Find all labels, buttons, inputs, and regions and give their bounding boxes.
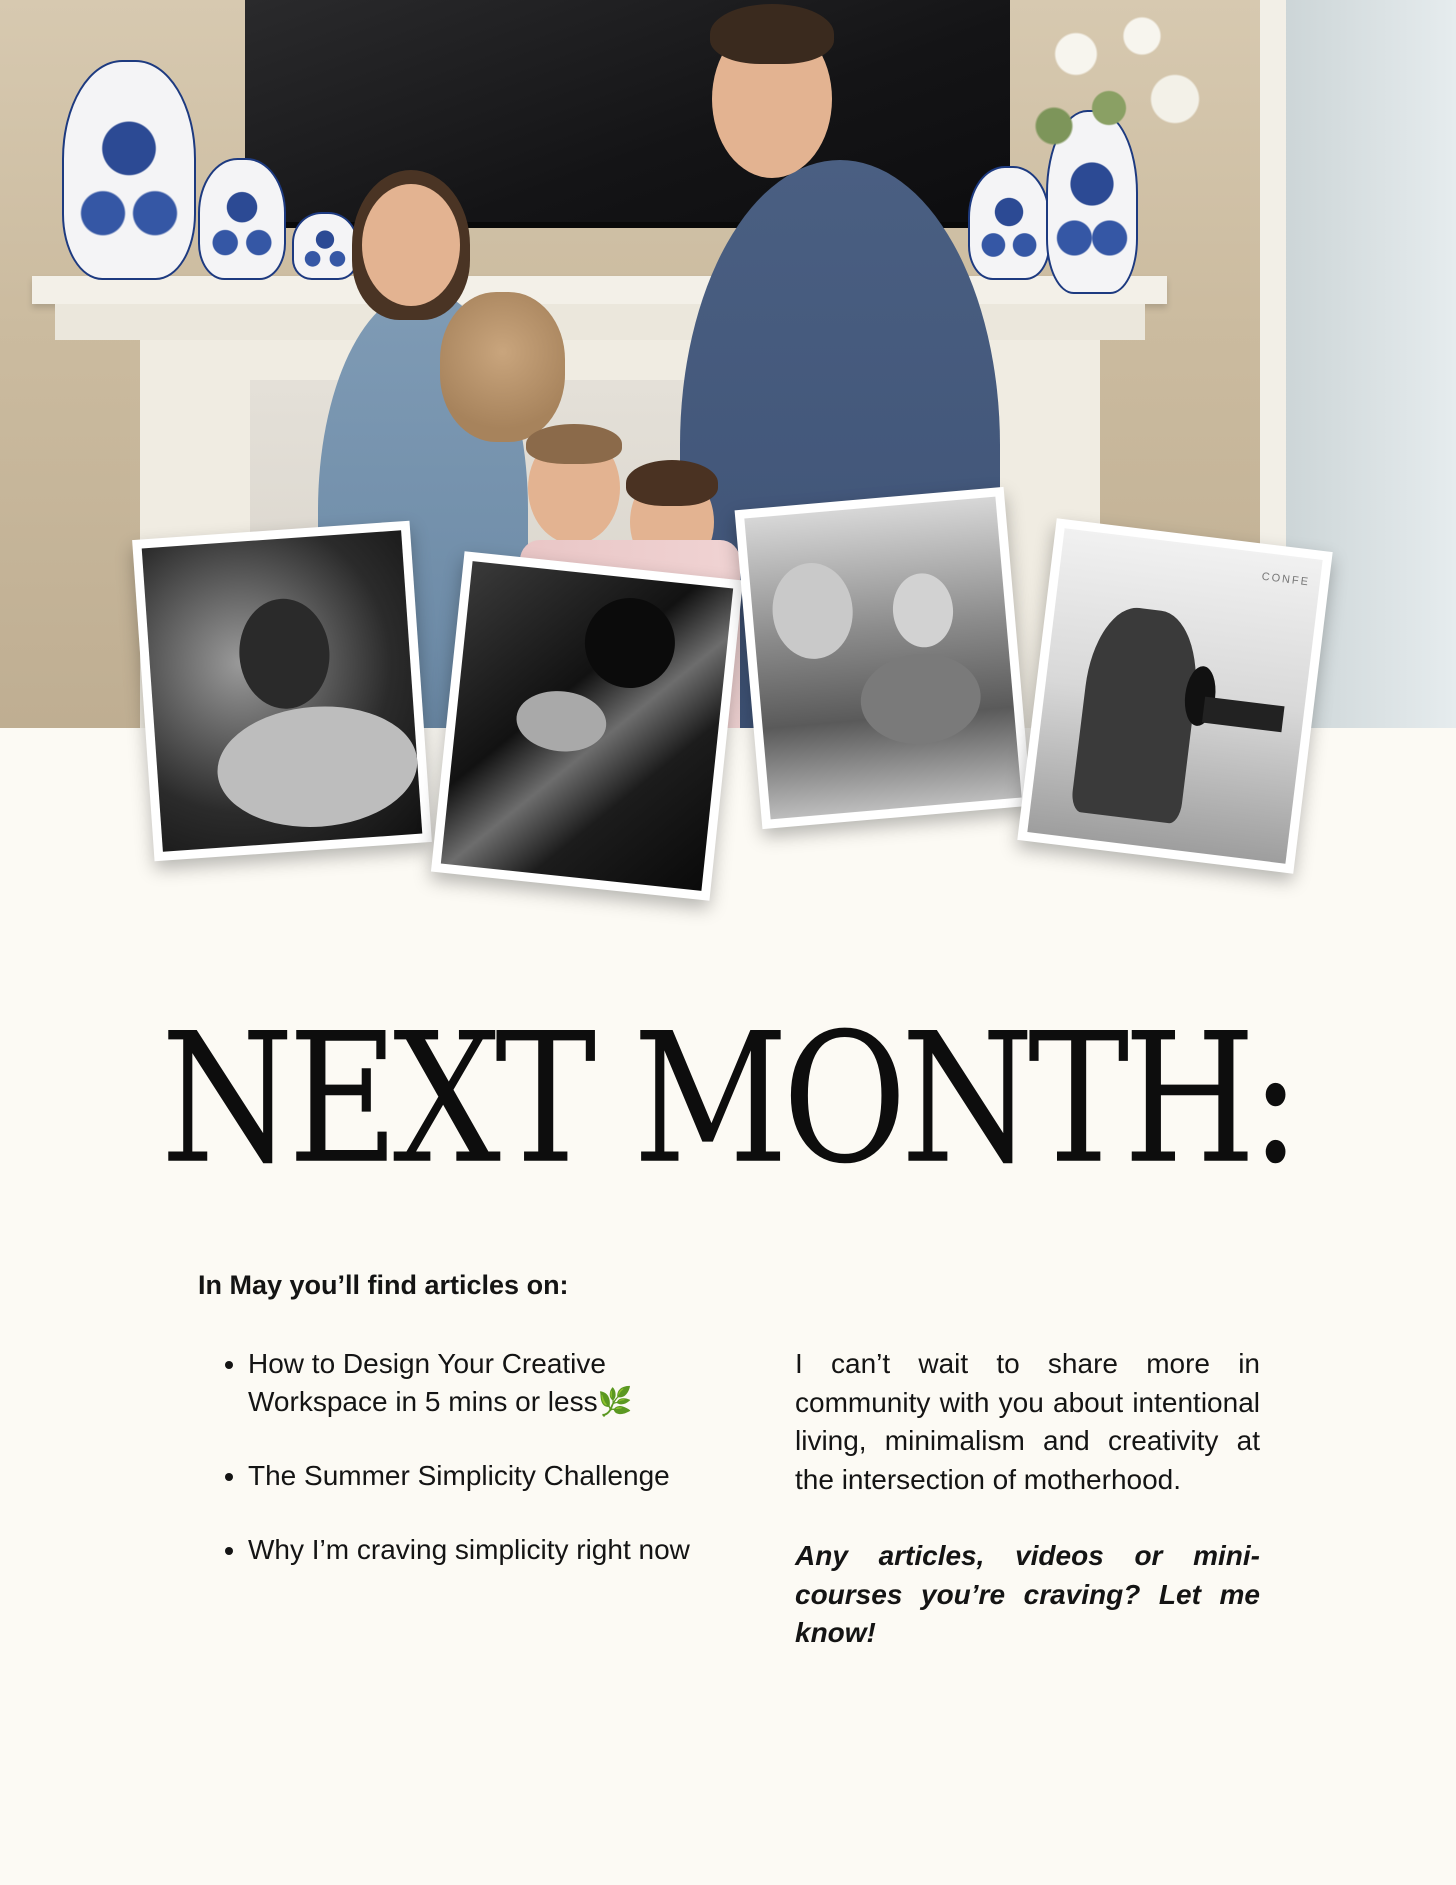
woman-podcaster-shape	[1070, 603, 1205, 825]
microphone-shape	[580, 594, 679, 693]
page-title: NEXT MONTH:	[160, 994, 1296, 1204]
woman-face	[362, 184, 460, 306]
girl-hair	[626, 460, 718, 506]
right-ginger-jar-vase	[968, 166, 1050, 280]
mixer-shape	[1202, 697, 1285, 733]
closing-message	[795, 1345, 1260, 1691]
boy-hair	[526, 424, 622, 464]
family-selfie-photo	[735, 487, 1032, 829]
closing-paragraph: I can’t wait to share more in community with you about intentional living, minimalism and creativity at the intersection of motherhood.	[795, 1348, 1260, 1495]
microphone-photo	[431, 551, 743, 901]
kids-selfie-faces	[857, 649, 984, 749]
small-ginger-jar-vase	[198, 158, 286, 280]
white-flowers	[1010, 0, 1230, 180]
man-hair	[710, 4, 834, 64]
microphone-photo-image	[441, 561, 733, 891]
carousel-photo	[132, 521, 432, 862]
articles-list	[198, 1345, 748, 1605]
studio-sign-text: CONFE	[1260, 570, 1311, 589]
hand-shape	[513, 687, 609, 756]
rider-shape	[236, 596, 333, 712]
list-item: • The Summer Simplicity Challenge	[248, 1457, 748, 1495]
podcast-studio-photo-image	[1027, 528, 1322, 863]
carousel-photo-image	[142, 530, 423, 851]
bowl-vase	[292, 212, 358, 280]
articles-intro: In May you’ll find articles on:	[198, 1270, 569, 1300]
podcast-studio-photo	[1017, 518, 1332, 873]
ginger-jar-vase	[62, 60, 196, 280]
woman-selfie-face	[890, 571, 956, 650]
man-selfie-face	[769, 560, 857, 663]
mantel-shelf	[32, 276, 1167, 304]
list-item: • How to Design Your Creative Workspace in 5 mins or less🌿	[248, 1345, 748, 1421]
family-selfie-photo-image	[744, 497, 1021, 820]
carousel-horse-shape	[213, 700, 421, 834]
list-item: • Why I’m craving simplicity right now	[248, 1531, 748, 1569]
dog	[440, 292, 565, 442]
closing-call-to-action: Any articles, videos or mini-courses you’re craving? Let me know!	[795, 1540, 1260, 1648]
